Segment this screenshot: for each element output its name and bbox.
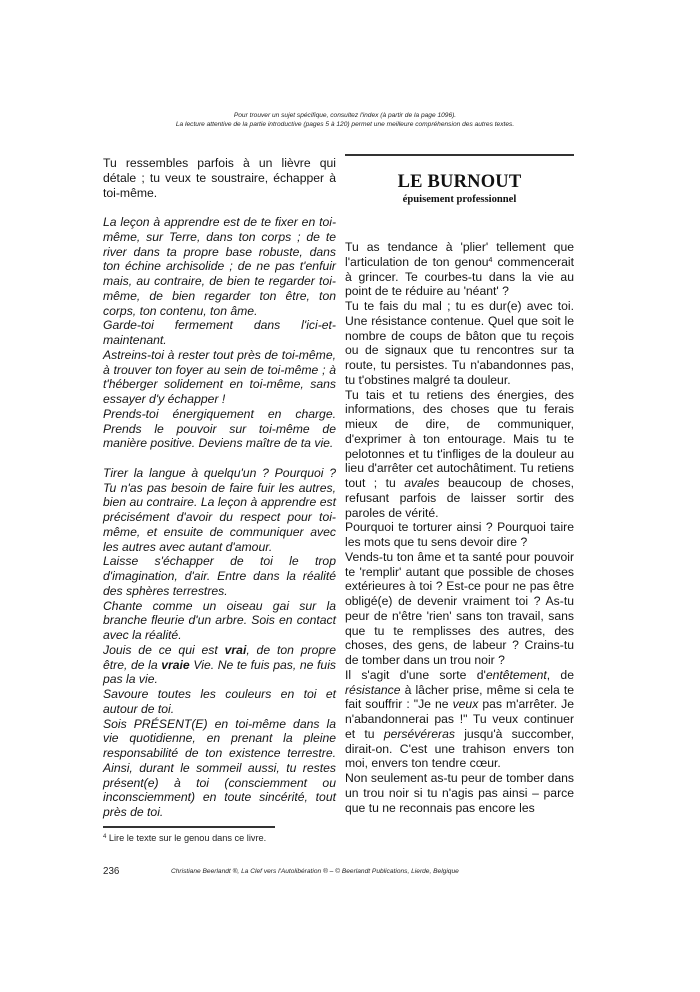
lesson-paragraph: Garde-toi fermement dans l'ici-et-maintenant. bbox=[103, 318, 336, 347]
text-span: , de ton propre être, de la bbox=[103, 642, 336, 672]
emphasis-vrai: vrai bbox=[224, 642, 247, 657]
text-span: Il s'agit d'une sorte d' bbox=[345, 667, 486, 682]
lesson-paragraph: Chante comme un oiseau gai sur la branche fleurie d'un arbre. Sois en contact avec la réalité. bbox=[103, 598, 336, 642]
title-rule-divider bbox=[345, 154, 574, 156]
footer-credit: Christiane Beerlandt ®, La Clef vers l'Autolibération ® – © Beerlandt Publications, Lierde, Belgique bbox=[171, 868, 459, 875]
emphasis: résistance bbox=[345, 682, 401, 697]
body-paragraph: Tu te fais du mal ; tu es dur(e) avec toi. Une résistance contenue. Quel que soit le nombre de coups de bâton que tu reçois ou de signaux que tu rencontres sur ta route, tu persistes. Tu n'abandonnes pas, tu t'obstines malgré ta douleur. bbox=[345, 299, 574, 387]
text-span: jusqu'à succomber, dirait-on. C'est une trahison envers ton moi, envers ton tendre cœur. bbox=[345, 726, 574, 771]
page-number: 236 bbox=[103, 866, 120, 877]
intro-paragraph: Tu ressembles parfois à un lièvre qui détale ; tu veux te soustraire, échapper à toi-même. bbox=[103, 156, 336, 200]
footnote-number: 4 bbox=[103, 834, 107, 840]
footnote-text: Lire le texte sur le genou dans ce livre. bbox=[106, 833, 267, 843]
right-column bbox=[345, 240, 574, 815]
text-span: Jouis de ce qui est bbox=[103, 642, 225, 657]
lesson-paragraph: Laisse s'échapper de toi le trop d'imagination, d'air. Entre dans la réalité des sphères terrestres. bbox=[103, 554, 336, 598]
emphasis: persévéreras bbox=[383, 726, 455, 741]
lesson-paragraph: La leçon à apprendre est de te fixer en toi-même, sur Terre, dans ton corps ; de te river dans ta propre base robuste, dans ton échine archisolide ; de ne pas t'enfuir mais, au contraire, de bien te regarder toi-même, de bien regarder ton être, ton corps, ton contenu, ton âme. bbox=[103, 215, 336, 318]
text-span: Tu tais et tu retiens des énergies, des informations, des choses que tu ferais mieux de dire, de communiquer, d'exprimer à ton entourage. Mais tu te pelotonnes et tu t'infliges de la douleur au lieu d'arrêter cet autochâtiment. Tu retiens tout ; tu bbox=[345, 387, 574, 490]
chapter-title: LE BURNOUT bbox=[397, 172, 522, 192]
footnote-reference[interactable]: 4 bbox=[488, 256, 493, 264]
emphasis-avales: avales bbox=[404, 476, 440, 490]
text-span: , de bbox=[546, 667, 574, 682]
lesson-paragraph: Astreins-toi à rester tout près de toi-même, à trouver ton foyer au sein de toi-même ; à t'héberger solidement en toi-même, sans essayer d'y échapper ! bbox=[103, 347, 336, 406]
header-note bbox=[100, 112, 590, 130]
body-paragraph bbox=[345, 240, 574, 299]
text-span: à lâcher prise, même si cela te fait souffrir : "Je ne bbox=[345, 682, 574, 712]
lesson-paragraph: Sois PRÉSENT(E) en toi-même dans la vie quotidienne, en prenant la pleine responsabilité de ton existence terrestre. Ainsi, durant le sommeil aussi, tu restes présent(e) à toi (consciemment ou inconsciemment) en toute sincérité, tout près de toi. bbox=[103, 716, 336, 819]
text-span: commencerait à grincer. Te courbes-tu dans la vie au point de te réduire au 'néant' ? bbox=[345, 254, 575, 299]
lesson-paragraph: Prends-toi énergiquement en charge. Prends le pouvoir sur toi-même de manière positive. Deviens maître de ta vie. bbox=[103, 406, 336, 451]
footnote-divider bbox=[103, 826, 275, 828]
text-span: Vie. Ne te fuis pas, ne fuis pas la vie. bbox=[103, 657, 336, 687]
header-note-line-1: Pour trouver un sujet spécifique, consultez l'index (à partir de la page 1096). bbox=[233, 112, 457, 119]
text-span: beaucoup de choses, refusant parfois de laisser sortir des paroles de vérité. bbox=[345, 476, 574, 520]
text-span: Tu as tendance à 'plier' tellement que l'articulation de ton genou bbox=[345, 240, 574, 269]
footnote bbox=[103, 832, 266, 844]
emphasis-vraie: vraie bbox=[161, 657, 190, 672]
lesson-paragraph: Savoure toutes les couleurs en toi et autour de toi. bbox=[103, 687, 336, 716]
lesson-paragraph: Tirer la langue à quelqu'un ? Pourquoi ? Tu n'as pas besoin de faire fuir les autres, bien au contraire. La leçon à apprendre est précisément d'avoir du respect pour toi-même, et ensuite de communiquer avec les autres avec autant d'amour. bbox=[103, 465, 336, 554]
body-paragraph: Pourquoi te torturer ainsi ? Pourquoi taire les mots que tu sens devoir dire ? bbox=[345, 520, 574, 549]
emphasis: veux bbox=[452, 697, 479, 712]
chapter-subtitle: épuisement professionnel bbox=[402, 194, 517, 205]
body-paragraph bbox=[345, 388, 574, 521]
header-note-line-2: La lecture attentive de la partie introductive (pages 5 à 120) permet une meilleure compréhension des autres textes. bbox=[175, 120, 515, 128]
left-column bbox=[103, 156, 336, 820]
body-paragraph bbox=[345, 668, 574, 771]
text-span: pas m'arrêter. Je n'abandonnerai pas !" Tu veux continuer et tu bbox=[345, 697, 574, 741]
emphasis: entêtement bbox=[485, 667, 547, 682]
vrai-paragraph bbox=[103, 643, 336, 687]
body-paragraph: Vends-tu ton âme et ta santé pour pouvoir te 'remplir' autant que possible de choses extérieures à toi ? Est-ce pour ne pas être obligé(e) de devenir vraiment toi ? As-tu peur de n'être 'rien' sans ton travail, sans que tu te remplisses des autres, des choses, des gens, de labeur ? Crains-tu de tomber dans un trou noir ? bbox=[345, 549, 574, 667]
body-paragraph: Non seulement as-tu peur de tomber dans un trou noir si tu n'agis pas ainsi – parce que tu ne reconnais pas encore les bbox=[345, 771, 574, 815]
